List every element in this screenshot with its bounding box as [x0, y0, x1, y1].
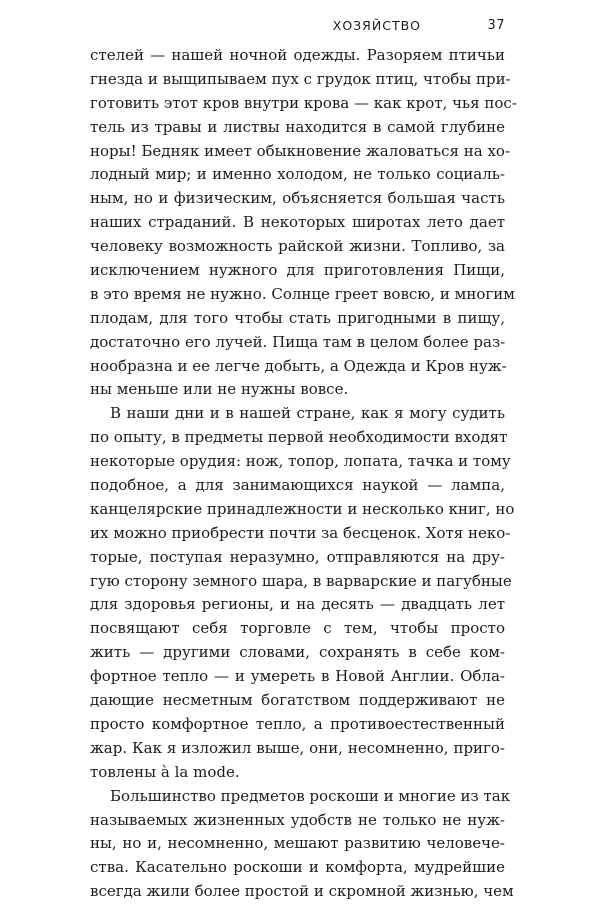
- text-line: плодам, для того чтобы стать пригодными в пищу,: [90, 308, 505, 327]
- text-line: ны, но и, несомненно, мешают развитию человече-: [90, 834, 505, 853]
- text-line: некоторые орудия: нож, топор, лопата, тачка и тому: [90, 452, 511, 471]
- running-head: [90, 18, 505, 38]
- text-line: торые, поступая неразумно, отправляются на дру-: [90, 547, 505, 566]
- text-line: просто комфортное тепло, а противоестественный: [90, 714, 505, 733]
- text-line: В наши дни и в нашей стране, как я могу судить: [110, 404, 505, 423]
- text-line: жар. Как я изложил выше, они, несомненно, приго-: [90, 738, 505, 757]
- text-line: гнезда и выщипываем пух с грудок птиц, чтобы при-: [90, 69, 511, 88]
- text-line: всегда жили более простой и скромной жизнью, чем: [90, 882, 514, 901]
- text-line: посвящают себя торговле с тем, чтобы просто: [90, 619, 505, 638]
- text-line: готовить этот кров внутри крова — как крот, чья пос-: [90, 93, 517, 112]
- text-line: стелей — нашей ночной одежды. Разоряем птичьи: [90, 46, 505, 64]
- text-line: подобное, а для занимающихся наукой — лампа,: [90, 476, 505, 495]
- text-line: называемых жизненных удобств не только не нуж-: [90, 810, 505, 829]
- text-line: лодный мир; и именно холодом, не только социаль-: [90, 165, 505, 184]
- text-line: исключением нужного для приготовления Пищи,: [90, 261, 505, 280]
- text-line: гую сторону земного шара, в варварские и пагубные: [90, 571, 512, 590]
- text-line: их можно приобрести почти за бесценок. Хотя неко-: [90, 523, 511, 542]
- text-line: тель из травы и листвы находится в самой глубине: [90, 117, 505, 136]
- text-line: товлены à la mode.: [90, 762, 240, 781]
- text-line: нообразна и ее легче добыть, а Одежда и Кров нуж-: [90, 356, 507, 375]
- text-line: в это время не нужно. Солнце греет вовсю, и многим: [90, 284, 515, 303]
- text-line: фортное тепло — и умереть в Новой Англии. Обла-: [90, 667, 505, 686]
- text-line: для здоровья регионы, и на десять — двадцать лет: [90, 595, 505, 614]
- paragraph: [90, 44, 517, 402]
- text-line: по опыту, в предметы первой необходимости входят: [90, 428, 508, 447]
- paragraph: [90, 785, 514, 904]
- text-line: ства. Касательно роскоши и комфорта, мудрейшие: [90, 858, 505, 877]
- page-number: 37: [487, 18, 505, 33]
- text-line: ным, но и физическим, объясняется большая часть: [90, 189, 505, 208]
- text-line: канцелярские принадлежности и несколько книг, но: [90, 499, 515, 518]
- text-line: жить — другими словами, сохранять в себе ком-: [90, 643, 505, 662]
- text-line: дающие несметным богатством поддерживают не: [90, 691, 505, 710]
- text-line: достаточно его лучей. Пища там в целом более раз-: [90, 332, 506, 351]
- text-line: норы! Бедняк имеет обыкновение жаловаться на хо-: [90, 141, 511, 160]
- text-line: ны меньше или не нужны вовсе.: [90, 380, 349, 399]
- running-title: ХОЗЯЙСТВО: [332, 18, 421, 33]
- text-line: наших страданий. В некоторых широтах лето дает: [90, 213, 505, 232]
- text-line: Большинство предметов роскоши и многие из так: [110, 786, 511, 805]
- paragraph: [90, 402, 515, 784]
- text-line: человеку возможность райской жизни. Топливо, за: [90, 237, 505, 256]
- body-text: [90, 44, 517, 904]
